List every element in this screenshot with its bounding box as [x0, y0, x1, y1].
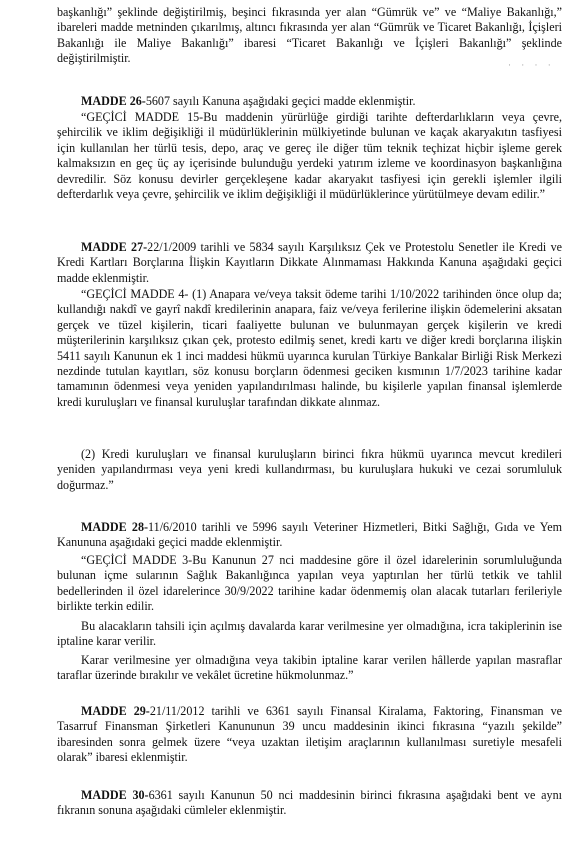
madde-30	[57, 788, 562, 819]
gecici-madde-3-paragraph-2	[57, 619, 562, 650]
article-number: MADDE 27-	[81, 240, 148, 254]
gecici-madde-3-paragraph-1	[57, 553, 562, 615]
article-number: MADDE 29-	[81, 704, 150, 718]
paragraph-text: (2) Kredi kuruluşları ve finansal kuruluşların birinci fıkra hükmü uyarınca mevcut kredileri yeniden yapılandırması veya yeni kredi kullandırması, bu kuruluşlara hukuki ve cezai sorumluluk doğurmaz.”	[57, 447, 562, 492]
paragraph-text: Karar verilmesine yer olmadığına veya takibin iptaline karar verilen hâllerde yapılan masraflar taraflar üzerinde bırakılır ve vekâlet ücretine hükmolunmaz.”	[57, 653, 562, 683]
article-number: MADDE 28-	[81, 520, 149, 534]
madde-28-heading	[57, 520, 562, 551]
scan-speck: · · · ·	[508, 60, 555, 70]
gecici-madde-4-paragraph-2	[57, 447, 562, 493]
paragraph-text: 21/11/2012 tarihli ve 6361 sayılı Finansal Kiralama, Faktoring, Finansman ve Tasarruf Finansman Şirketleri Kanununun 39 uncu maddesinin ikinci fıkrasına “yazılı şekilde” ibaresinden sonra gelmek üzere “veya uzaktan iletişim araçlarının kullanılması suretiyle mesafeli olarak” ibaresi eklenmiştir.	[57, 704, 562, 765]
paragraph-text: 11/6/2010 tarihli ve 5996 sayılı Veteriner Hizmetleri, Bitki Sağlığı, Gıda ve Yem Kanununa aşağıdaki geçici madde eklenmiştir.	[57, 520, 562, 550]
madde-27-heading	[57, 240, 562, 286]
madde-26-heading	[57, 94, 562, 109]
gecici-madde-4-paragraph-1	[57, 287, 562, 410]
paragraph-text: 22/1/2009 tarihli ve 5834 sayılı Karşılıksız Çek ve Protestolu Senetler ile Kredi ve Kredi Kartları Borçlarına İlişkin Kayıtların Dikkate Alınmaması Hakkında Kanuna aşağıdaki geçici madde eklenmiştir.	[57, 240, 562, 285]
paragraph-continuation	[57, 5, 562, 67]
article-number: MADDE 26-	[81, 94, 146, 108]
madde-29	[57, 704, 562, 766]
paragraph-text: 5607 sayılı Kanuna aşağıdaki geçici madde eklenmiştir.	[145, 94, 416, 108]
gecici-madde-15	[57, 110, 562, 202]
paragraph-text: Bu alacakların tahsili için açılmış davalarda karar verilmesine yer olmadığına, icra takiplerinin ise iptaline karar verilir.	[57, 619, 562, 649]
paragraph-text: “GEÇİCİ MADDE 15-Bu maddenin yürürlüğe girdiği tarihte defterdarlıkların veya çevre, şehircilik ve iklim değişikliği il müdürlüklerinin mülkiyetinde bulunan ve kaçak akaryakıtın tasfiyesi için kullanılan her türlü tesis, depo, araç ve gereç ile diğer tüm teknik teçhizat hiçbir işleme gerek kalmaksızın en geç üç ay içerisinde bulunduğu yerdeki yatırım izleme ve koordinasyon başkanlığına devredilir. Söz konusu devirler gerçekleşene kadar akaryakıt tasfiyesi için gerekli işlemler ilgili defterdarlık veya çevre, şehircilik ve iklim değişikliği il müdürlüklerince yürütülmeye devam edilir.”	[57, 110, 562, 202]
paragraph-text: “GEÇİCİ MADDE 4- (1) Anapara ve/veya taksit ödeme tarihi 1/10/2022 tarihinden önce olup da; kullandığı nakdî ve gayrî nakdî kredilerinin anapara, faiz ve/veya ferilerine ilişkin ödemelerini aksatan gerçek ve tüzel kişilerin, ticari faaliyette bulunan ve bulunmayan gerçek kişilerin ve kredi müşterilerinin karşılıksız çıkan çek, protesto edilmiş senet, kredi kartı ve diğer kredi borçlarına ilişkin 5411 sayılı Kanunun ek 1 inci maddesi hükmü uyarınca kurulan Türkiye Bankalar Birliği Risk Merkezi nezdinde tutulan kayıtları, söz konusu borçların ödenmesi geciken kısmının 1/7/2023 tarihine kadar tamamının ödenmesi veya yeniden yapılandırılması halinde, bu kişilerle yapılan finansal işlemlerde kredi kuruluşları ve finansal kuruluşlar tarafından dikkate alınmaz.	[57, 287, 562, 409]
article-number: MADDE 30-	[81, 788, 149, 802]
paragraph-text: “GEÇİCİ MADDE 3-Bu Kanunun 27 nci maddesine göre il özel idarelerinin sorumluluğunda bulunan içme sularının Sağlık Bakanlığınca yapılan veya yaptırılan her türlü tetkik ve tahlil bedellerinden il özel idarelerince 30/9/2022 tarihine kadar ödenmemiş olan alacak tutarları ferileriyle birlikte terkin edilir.	[57, 553, 562, 614]
gecici-madde-3-paragraph-3	[57, 653, 562, 684]
paragraph-text: 6361 sayılı Kanunun 50 nci maddesinin birinci fıkrasına aşağıdaki bent ve aynı fıkranın sonuna aşağıdaki cümleler eklenmiştir.	[57, 788, 562, 818]
paragraph-text: başkanlığı” şeklinde değiştirilmiş, beşinci fıkrasında yer alan “Gümrük ve” ve “Maliye Bakanlığı,” ibareleri madde metninden çıkarılmış, altıncı fıkrasında yer alan “Gümrük ve Ticaret Bakanlığı, İçişleri Bakanlığı ile Maliye Bakanlığı” ibaresi “Ticaret Bakanlığı ve İçişleri Bakanlığı” şeklinde değiştirilmiştir.	[57, 5, 562, 66]
